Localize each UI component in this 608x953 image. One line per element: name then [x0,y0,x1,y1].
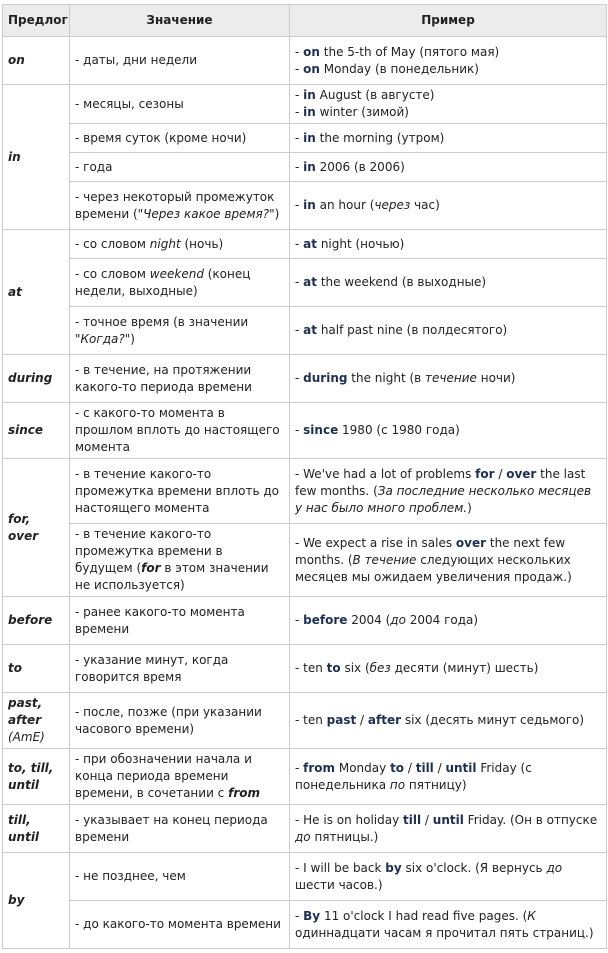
text-fragment: - [295,423,304,437]
meaning-cell [70,307,290,355]
header-example: Пример [290,5,607,37]
text-fragment: (конец недели, выходные) [75,266,251,298]
preposition-cell: during [3,355,70,403]
keyword-italic: for [141,561,161,575]
text-fragment: 2004 ( [347,613,391,627]
text-fragment: / [356,713,368,727]
keyword: till [415,760,434,775]
example-cell [290,749,607,805]
example-cell [290,153,607,182]
keyword: past [326,713,357,727]
text-fragment: следующих нескольких месяцев мы ожидаем увеличения продаж.) [295,552,572,584]
text-fragment: / [494,466,507,481]
meaning-cell [70,524,290,597]
italic-text: до [295,829,311,844]
keyword: at [303,275,317,289]
text-fragment: - [295,613,304,627]
text-fragment: - [295,371,304,385]
text-fragment: / [404,760,416,775]
text-fragment: 11 o'clock I had read five pages. ( [320,908,528,923]
preposition-cell: since [3,403,70,459]
preposition-cell: on [3,37,70,85]
text-fragment: - He is on holiday [295,812,404,827]
header-preposition: Предлог [3,5,70,37]
table-row [3,597,607,645]
keyword: to [326,661,341,675]
cell-text: - месяцы, сезоны [75,96,184,111]
meaning-cell [70,355,290,403]
example-cell [290,645,607,693]
keyword: in [303,130,316,145]
keyword: from [303,760,336,775]
keyword: on [303,61,320,76]
header-meaning: Значение [70,5,290,37]
meaning-cell [70,37,290,85]
text-fragment: - [295,236,304,251]
text-fragment: night (ночью) [317,236,405,251]
italic-text: до [546,860,563,875]
text-fragment: - I will be back [295,860,386,875]
keyword: in [303,159,316,174]
italic-text: до [390,613,406,627]
meaning-cell [70,597,290,645]
text-fragment: August (в августе) [315,88,435,102]
text-fragment: ") [269,206,280,221]
cell-text: - даты, дни недели [75,53,198,67]
italic-text: В течение [352,552,417,567]
text-fragment: the 5-th of May (пятого мая) [319,44,500,59]
preposition-cell: by [3,853,70,949]
italic-text: по [389,777,406,792]
preposition-cell [3,693,70,749]
text-fragment: - ten [295,661,327,675]
example-cell [290,85,607,124]
table-row [3,901,607,949]
italic-text: night [149,236,181,251]
cell-text: - после, позже (при указании часового времени) [75,704,262,736]
meaning-cell [70,693,290,749]
table-row [3,459,607,524]
italic-text: через [374,198,411,212]
text-fragment: - при обозначении начала и конца периода времени времени, в сочетании с [75,752,252,800]
keyword: until [432,812,464,827]
text-fragment: six ( [340,661,370,675]
example-cell [290,230,607,259]
text-fragment: - [295,198,304,212]
text-fragment: / [433,760,446,775]
text-fragment: - через некоторый промежуток времени (" [75,189,275,221]
text-fragment: - We've had a lot of problems [295,466,476,481]
keyword: until [445,760,477,775]
meaning-cell [70,403,290,459]
text-fragment: ) [467,500,472,515]
text-fragment: half past nine (в полдесятого) [317,323,508,337]
preposition-cell: before [3,597,70,645]
cell-text: - указание минут, когда говорится время [75,652,229,684]
example-cell [290,597,607,645]
keyword-italic: from [228,786,260,800]
preposition-cell: to, till, until [3,749,70,805]
text-fragment: 2004 года) [405,613,479,627]
cell-text: - время суток (кроме ночи) [75,130,247,145]
header-row [3,5,607,37]
text-fragment: пятницу) [405,777,467,792]
keyword: By [303,908,321,923]
text-fragment: winter (зимой) [315,105,409,119]
text-fragment: - точное время (в значении " [75,314,249,346]
example-cell [290,259,607,307]
table-row [3,645,607,693]
text-fragment: - [295,61,304,76]
italic-text: weekend [149,266,204,281]
text-fragment: Monday (в понедельник) [319,61,479,76]
keyword: till [403,812,422,827]
text-fragment: - [295,275,304,289]
text-fragment: 2006 (в 2006) [315,159,405,174]
table-row [3,124,607,153]
text-fragment: пятницы.) [310,829,379,844]
example-cell [290,403,607,459]
example-cell [290,307,607,355]
example-cell [290,853,607,901]
meaning-cell [70,645,290,693]
meaning-cell [70,182,290,230]
italic-text: Когда? [80,331,125,346]
meaning-cell [70,853,290,901]
table-row [3,355,607,403]
text-fragment: - со словом [75,266,150,281]
meaning-cell [70,124,290,153]
italic-text: течение [425,371,477,385]
keyword: to [390,760,405,775]
preposition-cell: for, over [3,459,70,597]
keyword: by [385,860,402,875]
text-fragment: an hour ( [315,198,375,212]
meaning-cell [70,459,290,524]
text-fragment: / [421,812,433,827]
table-row [3,693,607,749]
table-row [3,853,607,901]
text-fragment: - [295,908,304,923]
keyword: during [303,371,348,385]
meaning-cell [70,259,290,307]
text-fragment: - в течение какого-то промежутка времени в будущем ( [75,527,223,575]
keyword: at [303,236,317,251]
meaning-cell [70,805,290,853]
preposition-cell: till, until [3,805,70,853]
italic-text: За последние несколько месяцев у нас было много проблем. [295,483,592,515]
keyword: for [475,466,495,481]
text-fragment: the weekend (в выходные) [317,275,487,289]
preposition-cell: in [3,85,70,230]
text-fragment: Monday [335,760,391,775]
text-fragment: six (десять минут седьмого) [401,713,585,727]
text-fragment: - [295,88,304,102]
table-row [3,85,607,124]
text-fragment: в этом значении не используется) [75,561,269,592]
text-fragment: одиннадцати часам я прочитал пять страниц.) [295,925,594,940]
text-fragment: (ночь) [180,236,224,251]
table-row [3,37,607,85]
text-fragment: - [295,159,304,174]
text-fragment: the next few months. ( [295,535,566,567]
table-row [3,403,607,459]
text-fragment: - [295,760,304,775]
cell-text: - не позднее, чем [75,869,186,883]
text-fragment: - со словом [75,236,150,251]
meaning-cell [70,85,290,124]
text-fragment: шести часов.) [295,877,383,892]
table-row [3,307,607,355]
keyword: over [455,535,487,550]
keyword: in [303,198,316,212]
keyword: at [303,323,317,337]
example-cell [290,182,607,230]
example-cell [290,693,607,749]
italic-text: К [527,908,536,923]
keyword: since [303,423,339,437]
meaning-cell [70,230,290,259]
italic-text: Через какое время? [143,206,270,221]
table-row [3,749,607,805]
example-cell [290,37,607,85]
meaning-cell [70,153,290,182]
text-fragment: Friday. (Он в отпуске [463,812,598,827]
text-fragment: час) [410,198,440,212]
text-fragment: - [295,44,304,59]
keyword: on [303,44,320,59]
meaning-cell [70,901,290,949]
italic-text: без [369,661,391,675]
text-fragment: - We expect a rise in sales [295,535,456,550]
text-fragment: - [295,323,304,337]
cell-text: - указывает на конец периода времени [75,812,268,844]
text-fragment: the night (в [347,371,426,385]
example-cell [290,805,607,853]
prepositions-table [2,4,607,949]
table-row [3,259,607,307]
example-cell [290,124,607,153]
text-fragment: the last few months. ( [295,466,586,498]
meaning-cell [70,749,290,805]
example-cell [290,459,607,524]
keyword: over [506,466,537,481]
preposition-note: (AmE) [8,730,45,744]
cell-text: - до какого-то момента времени [75,917,281,931]
cell-text: - в течение какого-то промежутка времени вплоть до настоящего момента [75,466,279,515]
keyword: before [303,613,348,627]
table-row [3,805,607,853]
preposition-text: past, after [8,696,43,727]
text-fragment: - [295,130,304,145]
example-cell [290,901,607,949]
cell-text: - года [75,159,113,174]
keyword: in [303,88,316,102]
cell-text: - ранее какого-то момента времени [75,604,245,636]
text-fragment: десяти (минут) шесть) [390,661,539,675]
text-fragment: - ten [295,713,327,727]
table-row [3,153,607,182]
cell-text: - с какого-то момента в прошлом вплоть до настоящего момента [75,406,280,454]
table-row [3,230,607,259]
example-cell [290,355,607,403]
text-fragment: six o'clock. (Я вернусь [401,860,547,875]
example-cell [290,524,607,597]
table-row [3,524,607,597]
text-fragment: 1980 (с 1980 года) [338,423,460,437]
text-fragment: Friday (с понедельника [295,760,532,792]
table-row [3,182,607,230]
text-fragment: the morning (утром) [315,130,445,145]
table-body [3,37,607,949]
preposition-cell: at [3,230,70,355]
text-fragment: - [295,105,304,119]
text-fragment: ночи) [476,371,516,385]
cell-text: - в течение, на протяжении какого-то периода времени [75,362,252,394]
text-fragment: ") [124,331,135,346]
keyword: after [367,713,402,727]
keyword: in [303,105,316,119]
preposition-cell: to [3,645,70,693]
